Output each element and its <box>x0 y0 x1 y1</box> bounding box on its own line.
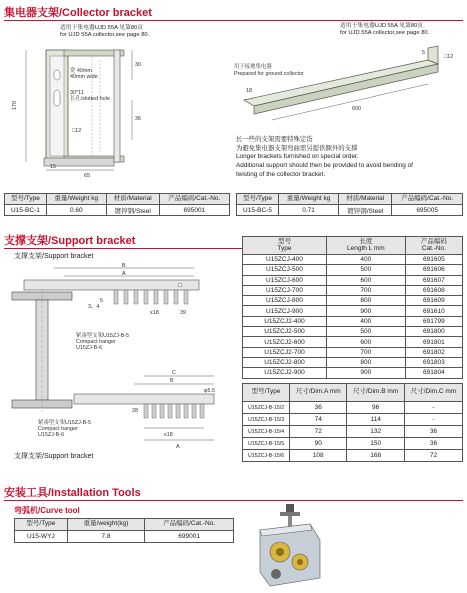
dim-3-4: 3、4 <box>88 304 100 310</box>
cell-type: U15-BC-5 <box>237 205 279 216</box>
cell-catno: 691803 <box>405 357 462 367</box>
col-weight: 重量/weight(kg) <box>67 519 144 531</box>
cell-weight: 7.8 <box>67 531 144 543</box>
cell-length: 400 <box>326 255 405 265</box>
dim-28: 28 <box>132 408 138 414</box>
collector-bracket-long-drawing <box>232 40 464 130</box>
compact-label-3: U15ZJ-B-6 <box>76 345 103 351</box>
cell-type: U15ZCJ2-400 <box>243 316 327 326</box>
cell-material: 镀锌钢/Steel <box>339 205 392 216</box>
col-length: 长度 Length L mm <box>326 237 405 255</box>
right-note-en: for UJD 55A collector,see page 80. <box>340 29 430 36</box>
dim-phi: φ5.5 <box>204 388 215 394</box>
dim-B-bottom: B <box>170 378 174 384</box>
cell-dim-a: 72 <box>290 426 347 438</box>
cell-type: U15ZCJ2-600 <box>243 337 327 347</box>
cell-length: 700 <box>326 285 405 295</box>
wide-label-en: 40mm wide <box>70 74 98 80</box>
cell-catno: 695001 <box>159 205 229 216</box>
cell-type: U15ZCJ-800 <box>243 296 327 306</box>
cell-dim-c: - <box>404 414 462 426</box>
cell-type: U15ZCJ2-500 <box>243 327 327 337</box>
dim-B-top: B <box>122 263 126 269</box>
dim-600: 600 <box>352 106 361 112</box>
col-weight: 重量/Weight kg <box>278 194 338 205</box>
cell-dim-a: 36 <box>290 402 347 414</box>
left-note-cn: 适用于集电器UJD 55A 见第80页 <box>60 25 144 31</box>
ground-label-en: Prepared for ground collector <box>234 71 304 77</box>
cell-catno: 691802 <box>405 347 462 357</box>
table-row <box>243 337 463 347</box>
table-row <box>243 368 463 378</box>
cell-dim-b: 132 <box>347 426 405 438</box>
cell-type: U15ZCJ-B-15/4 <box>243 426 290 438</box>
cell-length: 400 <box>326 316 405 326</box>
col-catno: 产品编码/Cat.-No. <box>145 519 234 531</box>
desc-line-1: 长一些的支架需要特殊定货 <box>236 136 313 143</box>
support-section-title: 支撑支架/Support bracket <box>4 235 136 247</box>
support-bracket-drawing <box>4 262 236 462</box>
collector-description <box>236 136 461 179</box>
cell-length: 800 <box>326 296 405 306</box>
cell-catno: 691610 <box>405 306 462 316</box>
dim-65: 65 <box>84 173 90 179</box>
desc-line-5: twisting of the collector bracket. <box>236 170 326 178</box>
table-row <box>243 296 463 306</box>
table-row <box>243 306 463 316</box>
support-label-top: 支撑支架/Support bracket <box>14 253 94 260</box>
collector-section-title: 集电器支架/Collector bracket <box>4 7 152 19</box>
right-collector-note <box>340 23 429 37</box>
support-length-table <box>242 236 463 379</box>
tools-section-title: 安装工具/Installation Tools <box>4 487 141 499</box>
slot-label-en: 长孔/slotted hole <box>70 96 110 102</box>
table-row <box>243 438 463 450</box>
table-row <box>243 316 463 326</box>
cell-dim-b: 114 <box>347 414 405 426</box>
cell-type: U15-WYJ <box>15 531 68 543</box>
cell-type: U15-BC-1 <box>5 205 47 216</box>
cell-type: U15ZCJ2-800 <box>243 357 327 367</box>
table-row <box>243 347 463 357</box>
right-note-cn: 适用于集电器UJD 55A 见第80页 <box>340 23 424 29</box>
col-weight: 重量/Weight kg <box>46 194 106 205</box>
cell-dim-c: 36 <box>404 438 462 450</box>
cell-catno: 691800 <box>405 327 462 337</box>
dim-A-top: A <box>122 271 126 277</box>
cell-type: U15ZCJ-B-15/3 <box>243 414 290 426</box>
dim-5-top: 5 <box>100 298 103 304</box>
cell-type: U15ZCJ-600 <box>243 275 327 285</box>
dim-36: 36 <box>135 116 141 122</box>
cell-catno: 691801 <box>405 337 462 347</box>
cell-type: U15ZCJ-B-15/2 <box>243 402 290 414</box>
cell-catno: 691804 <box>405 368 462 378</box>
dim-x18-top: x18 <box>150 310 159 316</box>
cell-dim-a: 108 <box>290 450 347 462</box>
cell-material: 镀锌钢/Steel <box>106 205 159 216</box>
compact-label-1: 紧凑型支架U15ZJ-B-5 <box>76 333 130 339</box>
cell-type: U15ZCJ-500 <box>243 265 327 275</box>
dim-30: 30 <box>135 62 141 68</box>
collector-title-rule <box>4 20 463 21</box>
support-label-bottom: 支撑支架/Support bracket <box>14 453 94 460</box>
cell-weight: 0.60 <box>46 205 106 216</box>
cell-dim-a: 90 <box>290 438 347 450</box>
dim-C: C <box>172 370 176 376</box>
col-dim-b: 尺寸/Dim.B mm <box>347 384 405 402</box>
cell-catno: 699001 <box>145 531 234 543</box>
wide-label-cn: 宽 40mm <box>70 68 92 74</box>
col-type: 型号/Type <box>5 194 47 205</box>
col-dim-c: 尺寸/Dim.C mm <box>404 384 462 402</box>
compact-label-5: Compact hanger <box>38 426 78 432</box>
cell-length: 800 <box>326 357 405 367</box>
dim-18: 18 <box>246 88 252 94</box>
col-type: 型号/Type <box>243 384 290 402</box>
cell-type: U15ZCJ-B-15/6 <box>243 450 290 462</box>
table-row <box>243 426 463 438</box>
cell-type: U15ZCJ-900 <box>243 306 327 316</box>
cell-catno: 691605 <box>405 255 462 265</box>
cell-length: 900 <box>326 306 405 316</box>
desc-line-2: 为避免集电器支架弯曲需另提供额外的支撑 <box>236 144 358 152</box>
cell-length: 600 <box>326 275 405 285</box>
table-row <box>243 357 463 367</box>
dim-12-square: □12 <box>72 128 82 134</box>
table-row <box>243 450 463 462</box>
slot-label: 30*11 <box>70 90 84 96</box>
dim-5: 5 <box>422 50 425 56</box>
dim-39: 39 <box>180 310 186 316</box>
table-row <box>243 285 463 295</box>
cell-dim-c: - <box>404 402 462 414</box>
col-dim-a: 尺寸/Dim.A mm <box>290 384 347 402</box>
support-dim-table <box>242 383 463 462</box>
table-row <box>243 265 463 275</box>
cell-dim-b: 150 <box>347 438 405 450</box>
dim-170: 170 <box>12 101 18 110</box>
ground-label-cn: 用于接地集电器 <box>234 64 272 70</box>
cell-length: 500 <box>326 327 405 337</box>
compact-label-6: U15ZJ-B-6 <box>38 432 65 438</box>
table-row <box>243 402 463 414</box>
tools-title-rule <box>4 500 463 501</box>
left-note-en: for UJD 55A collector,see page 80. <box>60 31 150 38</box>
cell-length: 500 <box>326 265 405 275</box>
col-catno: 产品编码/Cat.-No. <box>159 194 229 205</box>
dim-12-right: □12 <box>444 54 454 60</box>
left-collector-note <box>60 25 149 39</box>
cell-dim-c: 72 <box>404 450 462 462</box>
col-type: 型号 Type <box>243 237 327 255</box>
collector-right-table <box>236 193 463 216</box>
cell-type: U15ZCJ-B-15/5 <box>243 438 290 450</box>
cell-catno: 691609 <box>405 296 462 306</box>
cell-type: U15ZCJ2-700 <box>243 347 327 357</box>
dim-x18-bottom: x18 <box>164 432 173 438</box>
cell-dim-c: 36 <box>404 426 462 438</box>
col-catno: 产品编码/Cat.-No. <box>392 194 463 205</box>
cell-type: U15ZCJ-400 <box>243 255 327 265</box>
compact-label-2: Compact hanger <box>76 339 116 345</box>
curve-tool-subtitle: 弯弧机/Curve tool <box>14 506 80 515</box>
col-material: 材质/Material <box>339 194 392 205</box>
cell-weight: 0.71 <box>278 205 338 216</box>
col-catno: 产品编码 Cat.-No. <box>405 237 462 255</box>
cell-length: 700 <box>326 347 405 357</box>
dim-A-bottom: A <box>176 444 180 450</box>
cell-dim-b: 168 <box>347 450 405 462</box>
desc-line-4: Additional support should then be provided to avoid bending of <box>236 161 413 169</box>
cell-length: 600 <box>326 337 405 347</box>
cell-dim-a: 74 <box>290 414 347 426</box>
curve-tool-image <box>250 500 330 590</box>
collector-left-table <box>4 193 230 216</box>
cell-catno: 691799 <box>405 316 462 326</box>
dim-15: 15 <box>50 164 56 170</box>
cell-type: U15ZCJ-700 <box>243 285 327 295</box>
table-row <box>243 255 463 265</box>
collector-bracket-front-drawing <box>4 40 154 180</box>
cell-catno: 691606 <box>405 265 462 275</box>
col-type: 型号/Type <box>15 519 68 531</box>
cell-length: 900 <box>326 368 405 378</box>
cell-catno: 695005 <box>392 205 463 216</box>
cell-dim-b: 96 <box>347 402 405 414</box>
desc-line-3: Longer brackets furnished on special order. <box>236 153 359 161</box>
cell-catno: 691608 <box>405 285 462 295</box>
table-row <box>243 414 463 426</box>
table-row <box>243 275 463 285</box>
col-material: 材质/Material <box>106 194 159 205</box>
table-row <box>243 327 463 337</box>
cell-catno: 691607 <box>405 275 462 285</box>
col-type: 型号/Type <box>237 194 279 205</box>
cell-type: U15ZCJ2-900 <box>243 368 327 378</box>
tools-table <box>14 518 234 543</box>
compact-label-4: 紧凑型支架U15ZJ-B-5 <box>38 420 92 426</box>
